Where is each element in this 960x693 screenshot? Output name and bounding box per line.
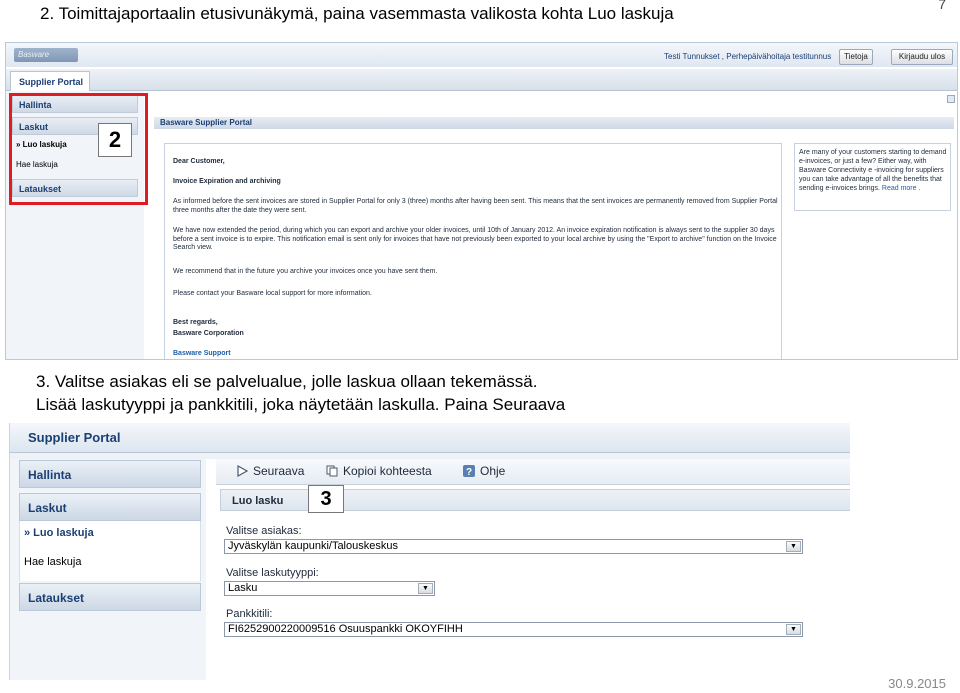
sidebar-item-hae-laskuja[interactable]: Hae laskuja [16, 160, 58, 169]
message-panel [164, 143, 782, 360]
tab-bar [6, 69, 957, 91]
step-3-line-2: Lisää laskutyyppi ja pankkitili, joka näytetään laskulla. Paina Seuraava [36, 395, 566, 414]
step-3-line-1: 3. Valitse asiakas eli se palvelualue, jolle laskua ollaan tekemässä. [36, 372, 538, 391]
bank-account-label: Pankkitili: [226, 608, 273, 620]
sidebar-item-hae-laskuja[interactable]: Hae laskuja [24, 556, 82, 568]
promo-body: Are many of your customers starting to demand e-invoices, or just a few? Either way, with Basware Connectivity e -invoicing for suppliers you can take advantage of all the benefits that sending e-invoices brings. [799, 149, 947, 192]
message-para-3: We recommend that in the future you archive your invoices once you have sent them. [173, 268, 438, 275]
portal-header [10, 423, 850, 453]
message-para-2: We have now extended the period, during which you can export and archive your older invoices, until 10th of January 2012. An invoice expiration notification is always sent to the supplier 30 days before a sent invoice is to expire. This notification email is sent only for invoices that have not previously been exported to your local archive by using the "Export to archive" function on the Invoice Search view. [173, 227, 777, 251]
bank-account-select[interactable] [224, 622, 803, 637]
tab-supplier-portal[interactable]: Supplier Portal [10, 71, 90, 91]
customer-label: Valitse asiakas: [226, 525, 302, 537]
message-para-1: As informed before the sent invoices are stored in Supplier Portal for only 3 (three) months after having been sent. This means that the sent invoices are permanently removed from Supplier Portal three months after the date they were sent. [173, 198, 778, 214]
sidebar-item-luo-laskuja[interactable]: » Luo laskuja [24, 527, 94, 539]
help-label: Ohje [480, 464, 506, 478]
slide-title: 2. Toimittajaportaalin etusivunäkymä, paina vasemmasta valikosta kohta Luo laskuja [40, 4, 674, 23]
logout-button[interactable]: Kirjaudu ulos [891, 49, 953, 65]
next-label: Seuraava [253, 464, 305, 478]
basware-logo: Basware [14, 48, 78, 62]
support-link[interactable]: Basware Support [173, 350, 231, 357]
copy-from-button[interactable] [326, 464, 432, 478]
read-more-link[interactable]: Read more . [881, 185, 921, 192]
tietoja-button[interactable]: Tietoja [839, 49, 873, 65]
help-icon [463, 465, 475, 477]
promo-box [794, 143, 951, 211]
sidebar-item-laskut[interactable]: Laskut [12, 117, 138, 135]
step-callout-2: 2 [98, 123, 132, 157]
sidebar-item-hallinta[interactable]: Hallinta [19, 460, 201, 488]
create-invoice-screenshot [9, 423, 850, 680]
slide-date: 30.9.2015 [888, 676, 946, 691]
customer-value: Jyväskylän kaupunki/Talouskeskus [228, 540, 398, 552]
customer-select[interactable] [224, 539, 803, 554]
toolbar [216, 459, 850, 485]
sidebar-item-lataukset[interactable]: Lataukset [19, 583, 201, 611]
sidebar-item-luo-laskuja[interactable]: » Luo laskuja [16, 140, 67, 149]
sidebar-item-lataukset[interactable]: Lataukset [12, 179, 138, 197]
message-para-4: Please contact your Basware local support for more information. [173, 290, 372, 297]
content-header: Basware Supplier Portal [154, 117, 954, 129]
page-number: 7 [938, 0, 946, 12]
bank-account-value: FI6252900220009516 Osuuspankki OKOYFIHH [228, 623, 463, 635]
greeting: Dear Customer, [173, 158, 225, 165]
help-button[interactable] [463, 464, 505, 478]
company: Basware Corporation [173, 330, 244, 337]
message-subject: Invoice Expiration and archiving [173, 178, 281, 185]
regards: Best regards, [173, 319, 218, 326]
portal-home-screenshot [5, 42, 958, 360]
invoice-type-value: Lasku [228, 582, 258, 594]
copy-label: Kopioi kohteesta [343, 464, 432, 478]
portal-title: Supplier Portal [28, 430, 121, 445]
user-info: Testi Tunnukset , Perhepäivähoitaja testitunnus [664, 52, 832, 61]
play-icon [236, 465, 248, 477]
invoice-type-select[interactable] [224, 581, 435, 596]
promo-text [799, 148, 949, 193]
svg-text:?: ? [465, 467, 473, 477]
dropdown-arrow-icon: ▼ [418, 583, 433, 594]
dropdown-arrow-icon: ▼ [786, 624, 801, 635]
invoice-type-label: Valitse laskutyyppi: [226, 567, 319, 579]
step-callout-3: 3 [308, 485, 344, 513]
dropdown-arrow-icon: ▼ [786, 541, 801, 552]
copy-icon [326, 465, 338, 477]
top-bar [6, 43, 957, 67]
sidebar-item-laskut[interactable]: Laskut [19, 493, 201, 521]
create-invoice-form [216, 485, 850, 680]
collapse-icon[interactable] [947, 95, 955, 103]
sidebar-item-hallinta[interactable]: Hallinta [12, 95, 138, 113]
next-button[interactable] [236, 464, 304, 478]
form-title: Luo lasku [220, 489, 850, 511]
